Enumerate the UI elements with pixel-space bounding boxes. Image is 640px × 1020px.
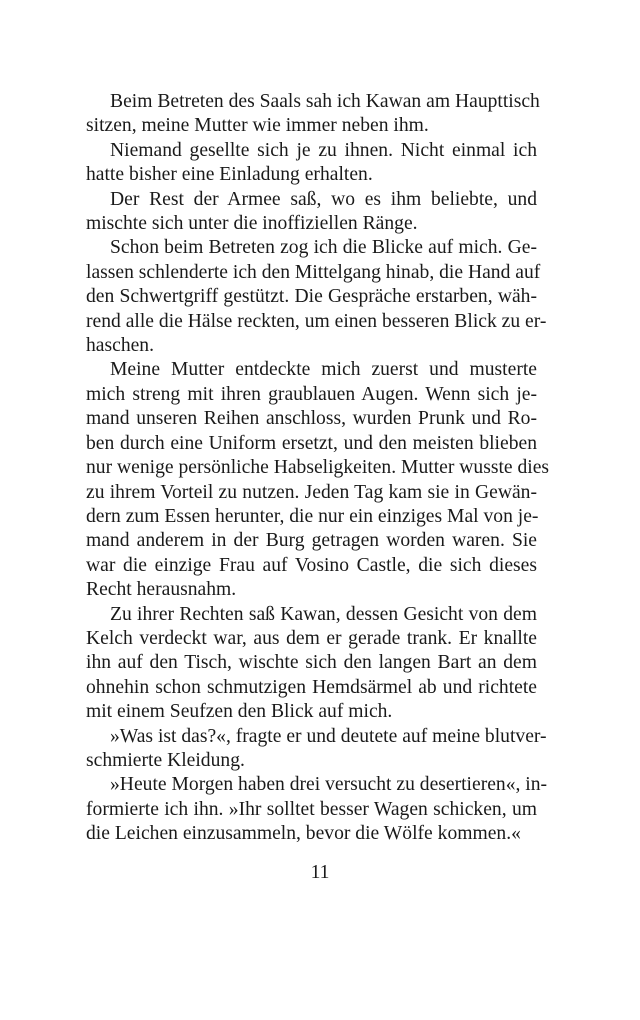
text-line: rend alle die Hälse reckten, um einen besseren Blick zu er- bbox=[86, 310, 547, 332]
paragraph-7 bbox=[86, 725, 547, 774]
text-line: Der Rest der Armee saß, wo es ihm beliebte, und bbox=[110, 188, 537, 210]
text-line: schmierte Kleidung. bbox=[86, 749, 245, 771]
text-line: hatte bisher eine Einladung erhalten. bbox=[86, 164, 373, 186]
text-line: formierte ich ihn. »Ihr solltet besser Wagen schicken, um bbox=[86, 798, 537, 820]
text-line: Meine Mutter entdeckte mich zuerst und musterte bbox=[110, 359, 537, 381]
text-line: sitzen, meine Mutter wie immer neben ihm. bbox=[86, 115, 429, 137]
text-line: »Was ist das?«, fragte er und deutete auf meine blutver- bbox=[110, 725, 547, 747]
text-line: mischte sich unter die inoffiziellen Ränge. bbox=[86, 213, 418, 235]
text-line: mand anderem in der Burg getragen worden waren. Sie bbox=[86, 530, 537, 552]
paragraph-1 bbox=[86, 90, 540, 139]
text-line: war die einzige Frau auf Vosino Castle, die sich dieses bbox=[86, 554, 537, 576]
text-line: die Leichen einzusammeln, bevor die Wölfe kommen.« bbox=[86, 823, 521, 845]
paragraph-8 bbox=[86, 773, 548, 846]
text-line: Beim Betreten des Saals sah ich Kawan am Haupttisch bbox=[110, 91, 540, 112]
text-line: Kelch verdeckt war, aus dem er gerade trank. Er knallte bbox=[86, 627, 537, 649]
text-line: lassen schlenderte ich den Mittelgang hinab, die Hand auf bbox=[86, 261, 541, 283]
text-line: Niemand gesellte sich je zu ihnen. Nicht einmal ich bbox=[110, 139, 537, 161]
text-line: mich streng mit ihren graublauen Augen. Wenn sich je- bbox=[86, 383, 537, 405]
text-line: ihn auf den Tisch, wischte sich den langen Bart an dem bbox=[86, 652, 537, 674]
text-line: dern zum Essen herunter, die nur ein einziges Mal von je- bbox=[86, 505, 539, 527]
text-line: ohnehin schon schmutzigen Hemdsärmel ab und richtete bbox=[86, 676, 537, 698]
text-line: nur wenige persönliche Habseligkeiten. Mutter wusste dies bbox=[86, 457, 550, 479]
text-line: haschen. bbox=[86, 335, 155, 357]
paragraph-5 bbox=[86, 358, 550, 602]
paragraph-4 bbox=[86, 236, 547, 358]
text-line: Zu ihrer Rechten saß Kawan, dessen Gesicht von dem bbox=[110, 603, 537, 625]
text-line: Schon beim Betreten zog ich die Blicke auf mich. Ge- bbox=[110, 237, 537, 259]
paragraph-6 bbox=[86, 603, 537, 725]
text-line: »Heute Morgen haben drei versucht zu desertieren«, in- bbox=[110, 774, 548, 796]
paragraph-3 bbox=[86, 188, 537, 237]
text-line: ben durch eine Uniform ersetzt, und den meisten blieben bbox=[86, 432, 537, 454]
text-line: zu ihrem Vorteil zu nutzen. Jeden Tag kam sie in Gewän- bbox=[86, 481, 537, 503]
text-line: mand unseren Reihen anschloss, wurden Prunk und Ro- bbox=[86, 408, 537, 430]
text-line: den Schwertgriff gestützt. Die Gespräche erstarben, wäh- bbox=[86, 286, 537, 308]
book-page-body bbox=[86, 90, 550, 847]
text-line: Recht herausnahm. bbox=[86, 579, 237, 601]
page-number: 11 bbox=[310, 862, 330, 883]
text-line: mit einem Seufzen den Blick auf mich. bbox=[86, 701, 393, 723]
paragraph-2 bbox=[86, 139, 537, 188]
